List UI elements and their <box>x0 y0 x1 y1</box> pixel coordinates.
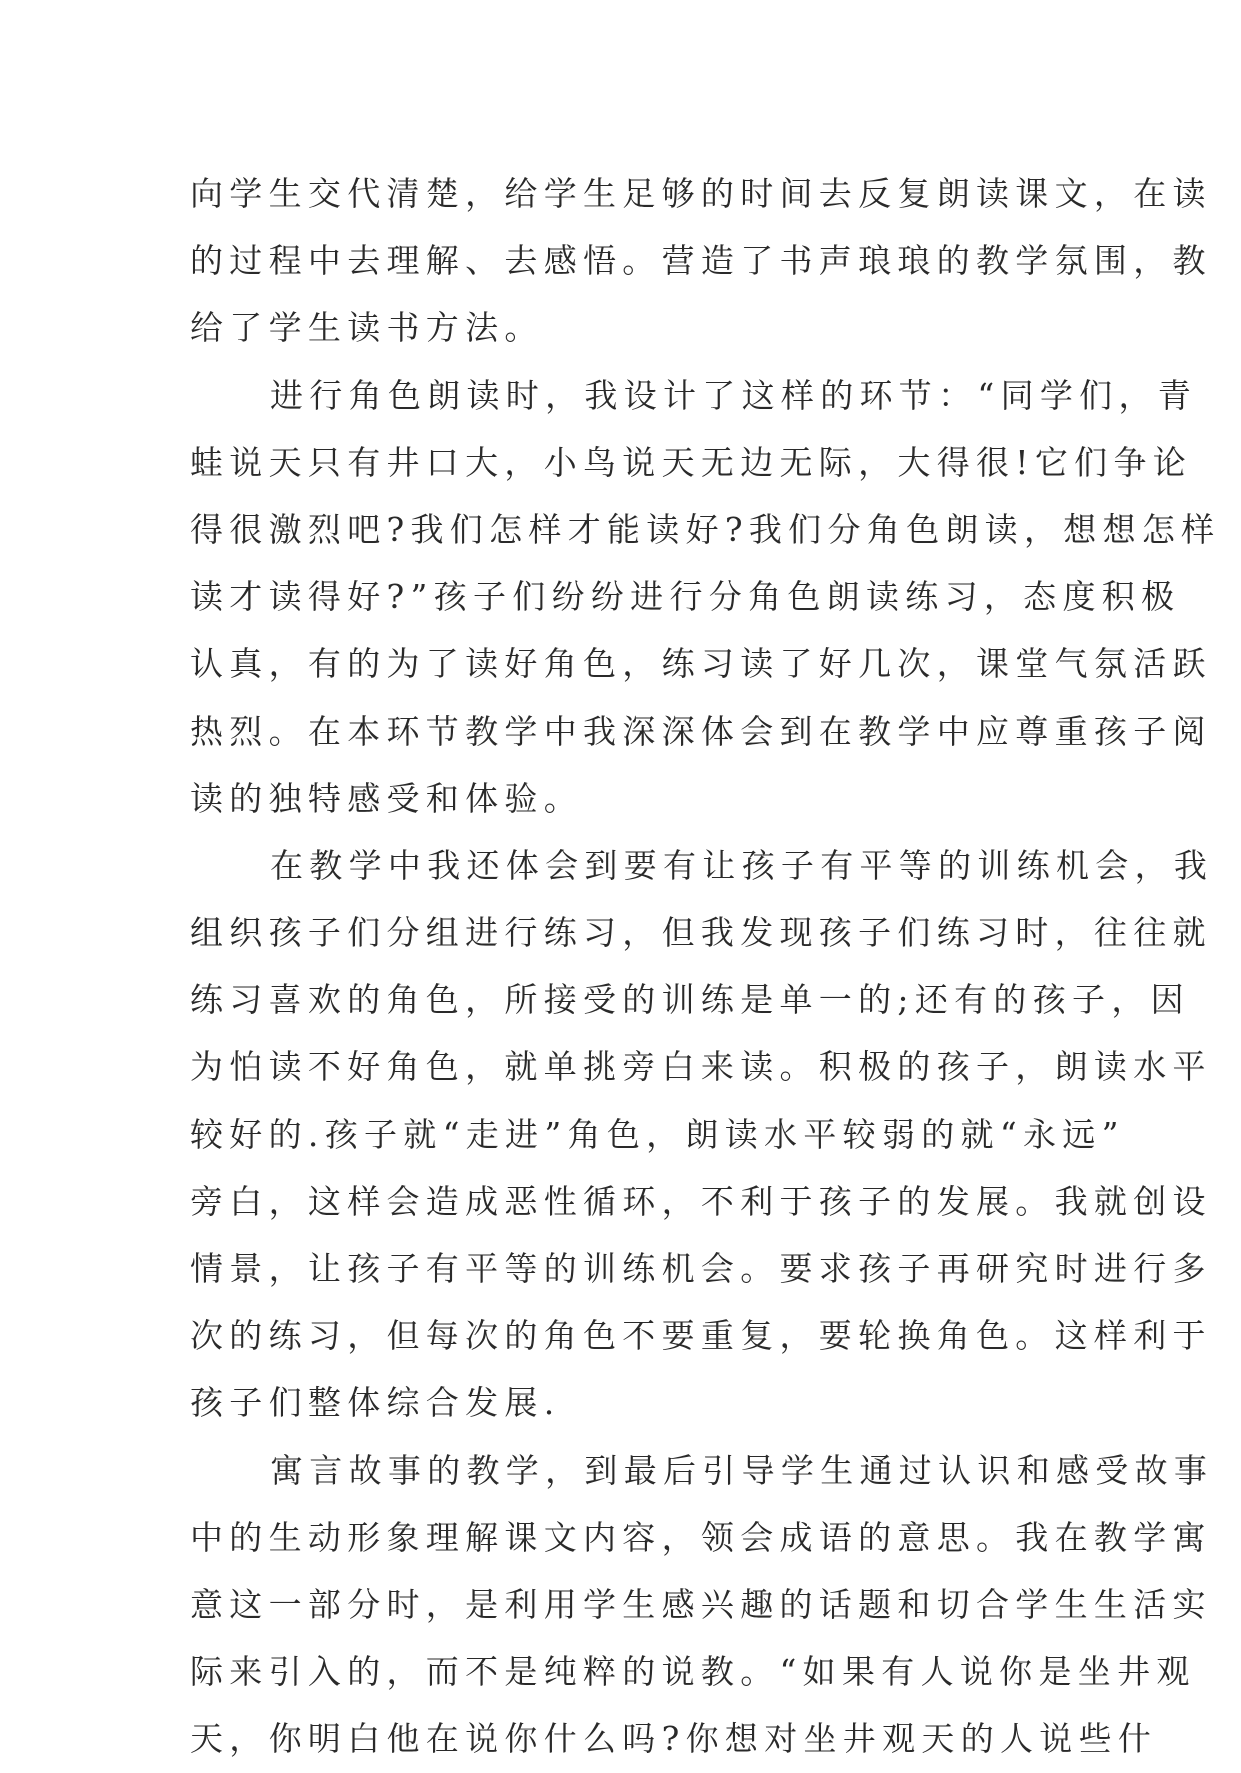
paragraph-first-line: 寓言故事的教学，到最后引导学生通过认识和感受故事 <box>270 1450 1214 1490</box>
text-line: 的过程中去理解、去感悟。营造了书声琅琅的教学氛围，教 <box>190 241 1212 281</box>
text-line: 蛙说天只有井口大，小鸟说天无边无际，大得很!它们争论 <box>190 442 1193 482</box>
text-line: 孩子们整体综合发展. <box>190 1383 561 1423</box>
text-line: 读才读得好?”孩子们纷纷进行分角色朗读练习，态度积极 <box>190 577 1181 617</box>
text-line: 意这一部分时，是利用学生感兴趣的话题和切合学生生活实 <box>190 1584 1212 1624</box>
text-line: 较好的.孩子就“走进”角色，朗读水平较弱的就“永远” <box>190 1114 1125 1154</box>
text-line: 练习喜欢的角色，所接受的训练是单一的;还有的孩子，因 <box>190 980 1190 1020</box>
text-line: 次的练习，但每次的角色不要重复，要轮换角色。这样利于 <box>190 1316 1212 1356</box>
text-line: 为怕读不好角色，就单挑旁白来读。积极的孩子，朗读水平 <box>190 1047 1212 1087</box>
text-line: 向学生交代清楚，给学生足够的时间去反复朗读课文，在读 <box>190 174 1212 213</box>
text-line: 热烈。在本环节教学中我深深体会到在教学中应尊重孩子阅 <box>190 711 1212 751</box>
paragraph-first-line: 在教学中我还体会到要有让孩子有平等的训练机会，我 <box>270 845 1214 885</box>
text-line: 认真，有的为了读好角色，练习读了好几次，课堂气氛活跃 <box>190 644 1212 684</box>
text-line: 读的独特感受和体验。 <box>190 778 583 818</box>
text-line: 情景，让孩子有平等的训练机会。要求孩子再研究时进行多 <box>190 1249 1212 1288</box>
text-line: 际来引入的，而不是纯粹的说教。“如果有人说你是坐井观 <box>190 1652 1196 1692</box>
text-line: 给了学生读书方法。 <box>190 308 544 348</box>
text-line: 得很激烈吧?我们怎样才能读好?我们分角色朗读，想想怎样 <box>190 509 1221 549</box>
paragraph-first-line: 进行角色朗读时，我设计了这样的环节：“同学们，青 <box>270 375 1198 415</box>
text-line: 天，你明白他在说你什么吗?你想对坐井观天的人说些什 <box>190 1719 1158 1759</box>
text-line: 组织孩子们分组进行练习，但我发现孩子们练习时，往往就 <box>190 913 1212 953</box>
text-line: 中的生动形象理解课文内容，领会成语的意思。我在教学寓 <box>190 1517 1212 1557</box>
body-text <box>190 160 1221 1773</box>
text-line: 旁白，这样会造成恶性循环，不利于孩子的发展。我就创设 <box>190 1181 1212 1221</box>
